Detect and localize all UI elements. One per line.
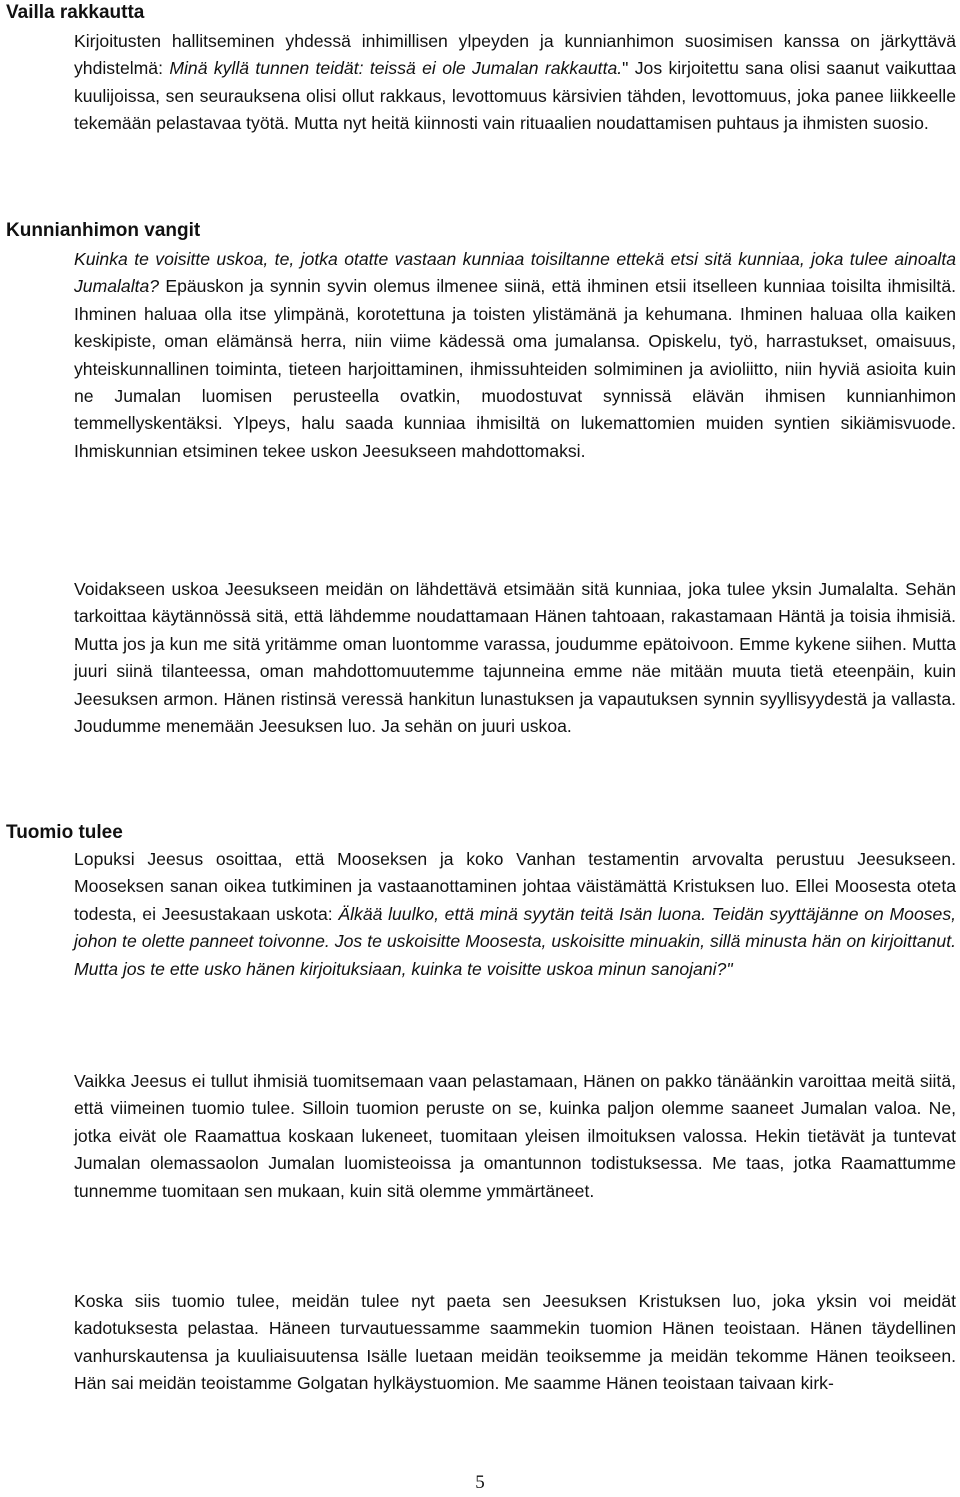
paragraph: Kuinka te voisitte uskoa, te, jotka otatte vastaan kunniaa toisiltanne ettekä etsi sitä kunniaa, joka tulee ainoalta Jumalalta? Epäuskon ja synnin syvin olemus ilmenee siinä, että ihminen etsii itselleen kunniaa toisilta ihmisiltä. Ihminen haluaa olla itse ylimpänä, korotettuna ja toisten ylistämänä ja kehumana. Ihminen haluaa olla kaiken keskipiste, oman elämänsä herra, niin viime kädessä oma jumalansa. Opiskelu, työ, harrastukset, omaisuus, yhteiskunnallinen toiminta, tieteen harjoittaminen, ihmissuhteiden solmiminen ja avioliitto, niin hyviä asioita kuin ne Jumalan luomisen perusteella ovatkin, muodostuvat synnissä elävän ihmisen kunnianhimon temmellyskentäksi. Ylpeys, halu saada kunniaa ihmisiltä on lukemattomien muiden syntien sikiämisvuode. Ihmiskunnian etsiminen tekee uskon Jeesukseen mahdottomaksi.	[74, 249, 956, 461]
paragraph: Koska siis tuomio tulee, meidän tulee nyt paeta sen Jeesuksen Kristuksen luo, joka yksin voi meidät kadotuksesta pelastaa. Häneen turvautuessamme saammekin tuomion Hänen teoistaan. Hänen täydellinen vanhurskautensa ja kuuliaisuutensa Isälle luetaan meidän teoiksemme ja meidän tekomme Hänen teoikseen. Hän sai meidän teoistamme Golgatan hylkäystuomion. Me saamme Hänen teoistaan taivaan kirk-	[74, 1291, 956, 1394]
paragraph: Lopuksi Jeesus osoittaa, että Mooseksen ja koko Vanhan testamentin arvovalta perustuu Jeesukseen. Mooseksen sanan oikea tutkiminen ja vastaanottaminen johtaa väistämättä Kristuksen luo. Ellei Moosesta oteta todesta, ei Jeesustakaan uskota: Älkää luulko, että minä syytän teitä Isän luona. Teidän syyttäjänne on Mooses, johon te olette panneet toivonne. Jos te uskoisitte Moosesta, uskoisitte minuakin, sillä minusta hän on kirjoittanut. Mutta jos te ette usko hänen kirjoituksiaan, kuinka te voisitte uskoa minun sanojani?"	[74, 849, 957, 979]
section-heading: Tuomio tulee	[6, 822, 123, 843]
paragraph: Vaikka Jeesus ei tullut ihmisiä tuomitsemaan vaan pelastamaan, Hänen on pakko tänäänkin varoittaa meitä siitä, että viimeinen tuomio tulee. Silloin tuomion peruste on se, kuinka paljon olemme saaneet Jumalan valoa. Ne, jotka eivät ole Raamattua koskaan lukeneet, tuomitaan yleisen ilmoituksen valossa. Hekin tietävät ja tuntevat Jumalan olemassaolon Jumalan luomisteoissa ja omantunnon todistuksessa. Me taas, jotka Raamattumme tunnemme tuomitaan sen mukaan, kuin sitä olemme ymmärtäneet.	[74, 1071, 956, 1201]
paragraph: Kirjoitusten hallitseminen yhdessä inhimillisen ylpeyden ja kunnianhimon suosimisen kanssa on järkyttävä yhdistelmä: Minä kyllä tunnen teidät: teissä ei ole Jumalan rakkautta." Jos kirjoitettu sana olisi saanut vaikuttaa kuulijoissa, sen seurauksena olisi ollut rakkaus, levottomuus kärsivien tähden, levottomuus, joka panee liikkeelle tekemään pelastavaa työtä. Mutta nyt heitä kiinnosti vain rituaalien noudattamisen puhtaus ja ihmisten suosio.	[74, 31, 956, 134]
page-number: 5	[475, 1472, 485, 1493]
section-heading: Kunnianhimon vangit	[6, 220, 201, 241]
paragraph: Voidakseen uskoa Jeesukseen meidän on lähdettävä etsimään sitä kunniaa, joka tulee yksin Jumalalta. Sehän tarkoittaa käytännössä sitä, että lähdemme noudattamaan Hänen tahtoaan, rakastamaan Häntä ja toisia ihmisiä. Mutta jos ja kun me sitä yritämme oman luontomme varassa, joudumme epätoivoon. Emme kykene siihen. Mutta juuri siinä tilanteessa, oman mahdottomuutemme tajunneina emme näe mitään muuta tietä eteenpäin, kuin Jeesuksen armon. Hänen ristinsä veressä hankitun lunastuksen ja vapautuksen synnin syyllisyydestä ja vallasta. Joudumme menemään Jeesuksen luo. Ja sehän on juuri uskoa.	[74, 579, 956, 737]
section-heading: Vailla rakkautta	[6, 2, 145, 23]
